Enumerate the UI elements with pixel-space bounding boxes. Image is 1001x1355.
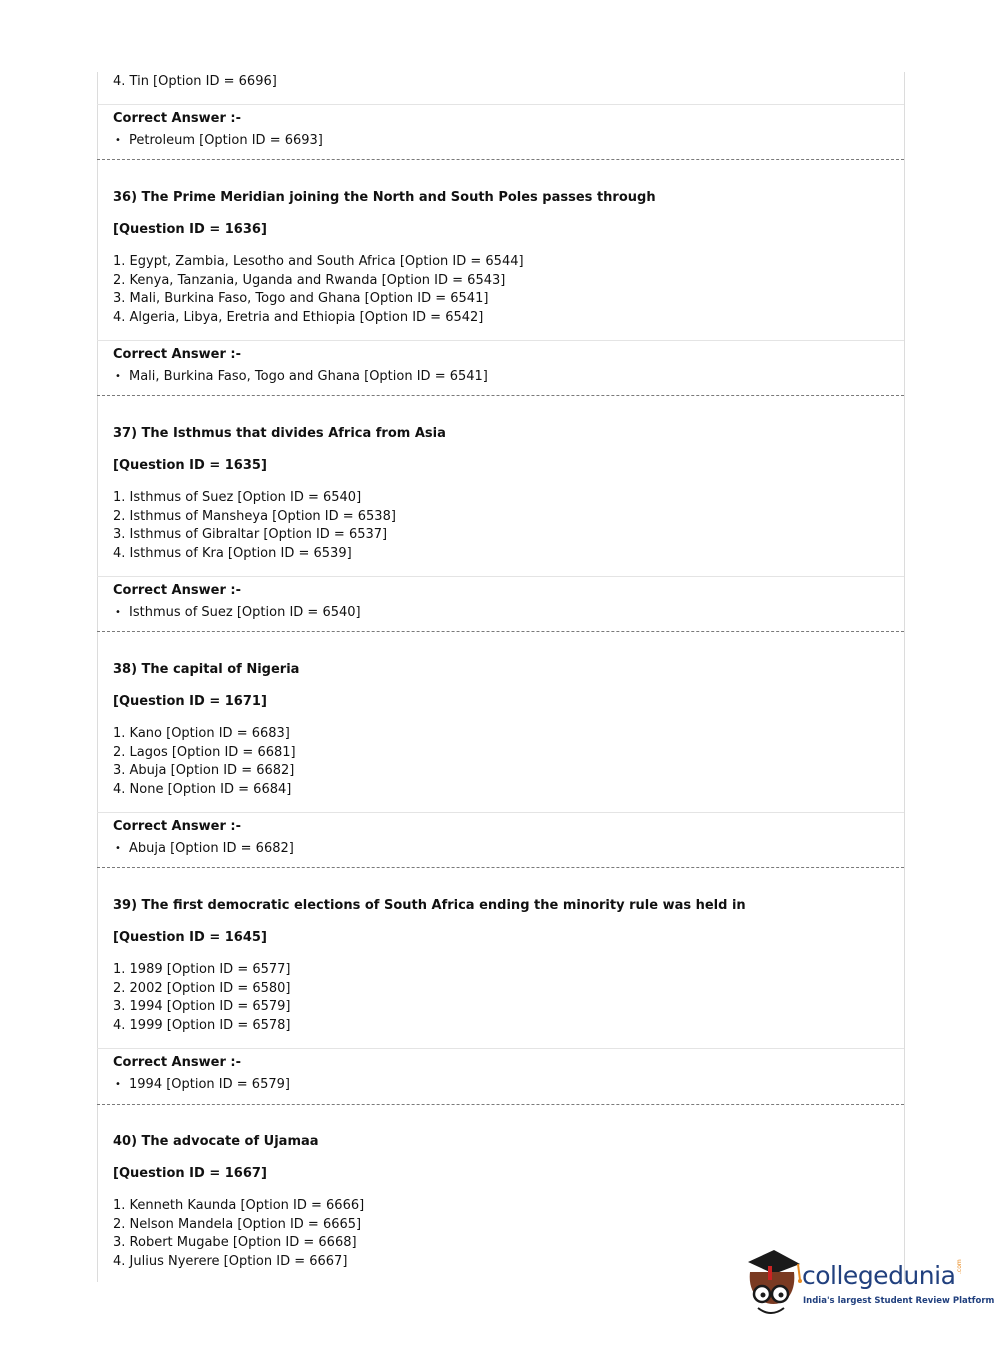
correct-answer-text: Mali, Burkina Faso, Togo and Ghana [Option ID = 6541]	[129, 369, 488, 384]
option-text: 4. Tin [Option ID = 6696]	[113, 74, 277, 89]
question-divider	[97, 1104, 904, 1105]
option-text: 3. Isthmus of Gibraltar [Option ID = 6537]	[113, 527, 388, 542]
question-heading: Correct Answer :-	[113, 583, 241, 598]
question-heading: [Question ID = 1671]	[113, 694, 267, 709]
option-text: 1. 1989 [Option ID = 6577]	[113, 962, 291, 977]
answer-divider	[97, 1048, 904, 1049]
option-text: 2. 2002 [Option ID = 6580]	[113, 981, 291, 996]
option-text: 3. 1994 [Option ID = 6579]	[113, 999, 291, 1014]
option-text: 1. Kenneth Kaunda [Option ID = 6666]	[113, 1198, 365, 1213]
question-heading: Correct Answer :-	[113, 819, 241, 834]
option-text: 1. Isthmus of Suez [Option ID = 6540]	[113, 490, 362, 505]
option-text: 3. Robert Mugabe [Option ID = 6668]	[113, 1235, 357, 1250]
option-text: 4. 1999 [Option ID = 6578]	[113, 1018, 291, 1033]
option-text: 4. Isthmus of Kra [Option ID = 6539]	[113, 546, 352, 561]
bullet-icon: •	[115, 1079, 121, 1090]
logo-wordmark: collegedunia	[802, 1261, 956, 1290]
bullet-icon: •	[115, 371, 121, 382]
option-text: 4. None [Option ID = 6684]	[113, 782, 292, 797]
question-heading: [Question ID = 1635]	[113, 458, 267, 473]
correct-answer-text: Petroleum [Option ID = 6693]	[129, 133, 323, 148]
correct-answer-text: Isthmus of Suez [Option ID = 6540]	[129, 605, 361, 620]
correct-answer-text: Abuja [Option ID = 6682]	[129, 841, 294, 856]
question-heading: 36) The Prime Meridian joining the North and South Poles passes through	[113, 190, 656, 205]
question-heading: [Question ID = 1645]	[113, 930, 267, 945]
bullet-icon: •	[115, 135, 121, 146]
question-heading: 39) The first democratic elections of South Africa ending the minority rule was held in	[113, 898, 746, 913]
logo-suffix: .com	[956, 1259, 963, 1274]
option-text: 2. Nelson Mandela [Option ID = 6665]	[113, 1217, 362, 1232]
question-heading: [Question ID = 1667]	[113, 1166, 267, 1181]
option-text: 1. Egypt, Zambia, Lesotho and South Africa [Option ID = 6544]	[113, 254, 524, 269]
logo-tagline: India's largest Student Review Platform	[803, 1296, 995, 1306]
option-text: 4. Algeria, Libya, Eretria and Ethiopia [Option ID = 6542]	[113, 310, 484, 325]
question-divider	[97, 631, 904, 632]
option-text: 3. Mali, Burkina Faso, Togo and Ghana [Option ID = 6541]	[113, 291, 489, 306]
bullet-icon: •	[115, 607, 121, 618]
answer-divider	[97, 340, 904, 341]
question-heading: Correct Answer :-	[113, 111, 241, 126]
option-text: 3. Abuja [Option ID = 6682]	[113, 763, 295, 778]
bullet-icon: •	[115, 843, 121, 854]
question-heading: Correct Answer :-	[113, 1055, 241, 1070]
mascot-icon	[740, 1246, 810, 1320]
question-divider	[97, 867, 904, 868]
question-divider	[97, 159, 904, 160]
question-heading: 37) The Isthmus that divides Africa from Asia	[113, 426, 446, 441]
question-heading: [Question ID = 1636]	[113, 222, 267, 237]
answer-divider	[97, 812, 904, 813]
answer-divider	[97, 104, 904, 105]
question-divider	[97, 395, 904, 396]
option-text: 2. Kenya, Tanzania, Uganda and Rwanda [Option ID = 6543]	[113, 273, 506, 288]
option-text: 2. Lagos [Option ID = 6681]	[113, 745, 296, 760]
question-heading: 40) The advocate of Ujamaa	[113, 1134, 319, 1149]
question-heading: Correct Answer :-	[113, 347, 241, 362]
answer-divider	[97, 576, 904, 577]
question-heading: 38) The capital of Nigeria	[113, 662, 300, 677]
correct-answer-text: 1994 [Option ID = 6579]	[129, 1077, 290, 1092]
option-text: 2. Isthmus of Mansheya [Option ID = 6538]	[113, 509, 396, 524]
option-text: 1. Kano [Option ID = 6683]	[113, 726, 290, 741]
option-text: 4. Julius Nyerere [Option ID = 6667]	[113, 1254, 348, 1269]
